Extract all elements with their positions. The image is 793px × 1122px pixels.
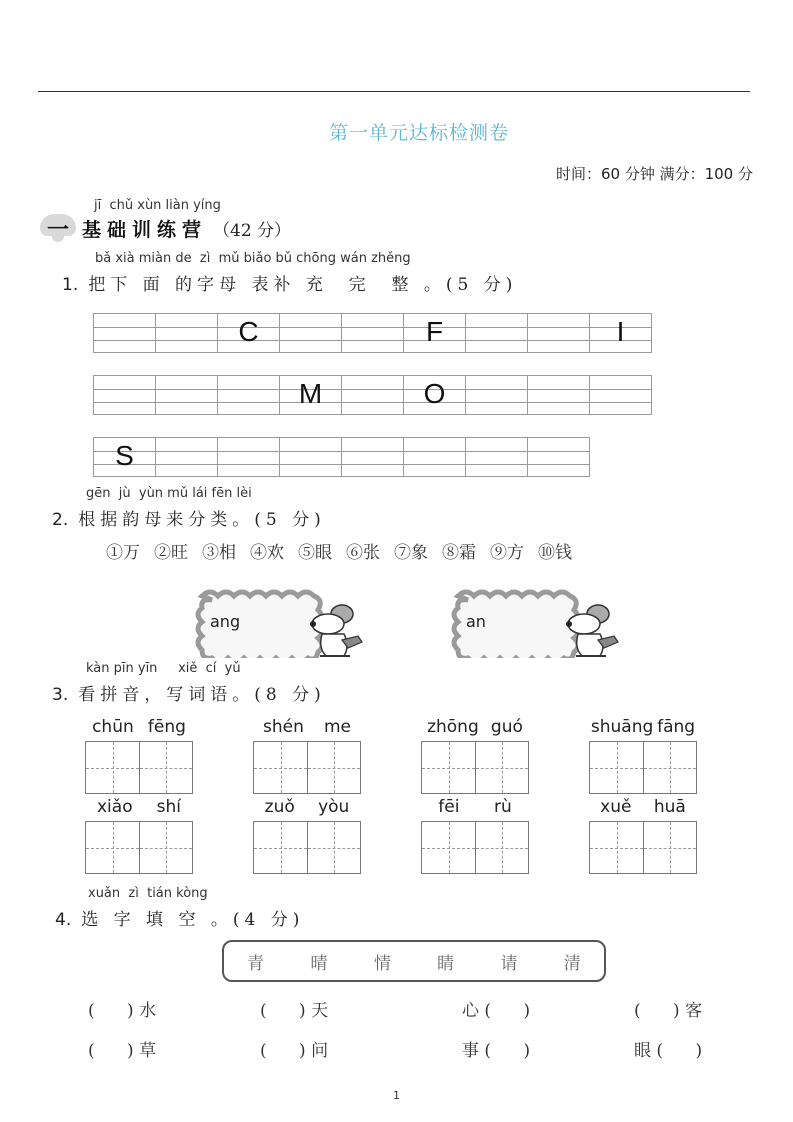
page-number: 1 <box>393 1089 400 1102</box>
fill-blank[interactable]: ( ) 天 <box>260 1001 329 1021</box>
letter-cell[interactable] <box>466 437 528 477</box>
letter-cell[interactable] <box>156 375 218 415</box>
snoopy-icon <box>302 600 366 662</box>
letter-cell[interactable] <box>528 437 590 477</box>
word-item: xuě huā <box>589 797 697 874</box>
option-item: ①万 <box>106 543 140 563</box>
letter-cell[interactable]: S <box>94 437 156 477</box>
fill-blank[interactable]: ( ) 客 <box>634 1001 703 1021</box>
tianzige-box[interactable] <box>253 741 361 794</box>
q2-pinyin: gēn jù yùn mǔ lái fēn lèi <box>86 486 252 501</box>
word-item: chūn fēng <box>85 717 193 794</box>
word-item: xiǎo shí <box>85 797 193 874</box>
letter-cell[interactable]: C <box>218 313 280 353</box>
q2-prompt: 2. 根据韵母来分类。(5 分) <box>52 510 326 530</box>
tianzige-box[interactable] <box>589 821 697 874</box>
fill-blank[interactable]: 事 ( ) <box>462 1041 531 1061</box>
char-option: 情 <box>373 953 391 974</box>
category-label-an: an <box>466 612 486 631</box>
letter-cell[interactable] <box>342 375 404 415</box>
tianzige-box[interactable] <box>421 821 529 874</box>
q4-pinyin: xuǎn zì tián kòng <box>88 886 208 901</box>
option-item: ④欢 <box>250 543 284 563</box>
letter-cell[interactable] <box>94 375 156 415</box>
letter-cell[interactable] <box>218 375 280 415</box>
char-option: 请 <box>500 953 518 974</box>
fill-row-2 <box>88 1036 776 1061</box>
word-item: shuāng fāng <box>589 717 697 794</box>
letter-cell[interactable]: F <box>404 313 466 353</box>
letter-cell[interactable]: I <box>590 313 652 353</box>
word-item: fēi rù <box>421 797 529 874</box>
option-item: ⑩钱 <box>538 543 572 563</box>
letter-cell[interactable] <box>590 375 652 415</box>
top-rule <box>38 91 750 92</box>
option-item: ⑧霜 <box>442 543 476 563</box>
option-item: ②旺 <box>154 543 188 563</box>
fill-row-1 <box>88 996 776 1021</box>
letter-cell[interactable] <box>466 375 528 415</box>
letter-cell[interactable] <box>218 437 280 477</box>
fill-blank[interactable]: ( ) 问 <box>260 1041 329 1061</box>
page-title: 第一单元达标检测卷 <box>328 122 509 144</box>
letter-cell[interactable]: O <box>404 375 466 415</box>
letter-cell[interactable] <box>280 437 342 477</box>
letter-cell[interactable] <box>342 313 404 353</box>
q3-pinyin: kàn pīn yīn xiě cí yǔ <box>86 661 241 676</box>
letter-cell[interactable] <box>528 375 590 415</box>
option-item: ⑥张 <box>346 543 380 563</box>
tianzige-box[interactable] <box>421 741 529 794</box>
q2-options <box>106 538 572 563</box>
char-option: 睛 <box>437 953 455 974</box>
word-item: zuǒ yòu <box>253 797 361 874</box>
fill-blank[interactable]: 心 ( ) <box>462 1001 531 1021</box>
tianzige-box[interactable] <box>85 741 193 794</box>
q4-prompt: 4. 选 字 填 空 。(4 分) <box>55 910 305 930</box>
section1-score: （42 分） <box>213 220 292 241</box>
char-option: 清 <box>563 953 581 974</box>
letter-cell[interactable] <box>528 313 590 353</box>
letter-cell[interactable] <box>94 313 156 353</box>
letter-cell[interactable] <box>466 313 528 353</box>
exam-meta: 时间：60 分钟 满分：100 分 <box>555 165 753 183</box>
option-item: ③相 <box>202 543 236 563</box>
letter-grid-row-2 <box>93 375 652 415</box>
letter-cell[interactable]: M <box>280 375 342 415</box>
fill-blank[interactable]: ( ) 草 <box>88 1041 157 1061</box>
q1-prompt: 1. 把下 面 的字母 表补 充 完 整 。(5 分) <box>62 275 518 295</box>
option-item: ⑦象 <box>394 543 428 563</box>
word-item: zhōng guó <box>421 717 529 794</box>
letter-grid-row-1 <box>93 313 652 353</box>
word-item: shén me <box>253 717 361 794</box>
letter-cell[interactable] <box>156 437 218 477</box>
char-choice-box <box>222 940 606 982</box>
snoopy-icon <box>558 600 622 662</box>
section1-pinyin: jī chǔ xùn liàn yíng <box>94 198 221 213</box>
q3-prompt: 3. 看拼音，写词语。(8 分) <box>52 685 326 705</box>
tianzige-box[interactable] <box>589 741 697 794</box>
char-option: 青 <box>247 953 265 974</box>
category-label-ang: ang <box>210 612 241 631</box>
char-option: 晴 <box>310 953 328 974</box>
q1-pinyin: bǎ xià miàn de zì mǔ biǎo bǔ chōng wán zhěng <box>95 251 411 266</box>
letter-grid-row-3 <box>93 437 590 477</box>
section1-title: 基础训练营 <box>82 218 208 241</box>
letter-cell[interactable] <box>156 313 218 353</box>
letter-cell[interactable] <box>404 437 466 477</box>
tianzige-box[interactable] <box>253 821 361 874</box>
fill-blank[interactable]: 眼 ( ) <box>634 1041 703 1061</box>
tianzige-box[interactable] <box>85 821 193 874</box>
fill-blank[interactable]: ( ) 水 <box>88 1001 157 1021</box>
option-item: ⑤眼 <box>298 543 332 563</box>
section1-header <box>40 212 291 244</box>
option-item: ⑨方 <box>490 543 524 563</box>
letter-cell[interactable] <box>342 437 404 477</box>
letter-cell[interactable] <box>280 313 342 353</box>
mushroom-badge-icon: 一 <box>40 212 76 244</box>
